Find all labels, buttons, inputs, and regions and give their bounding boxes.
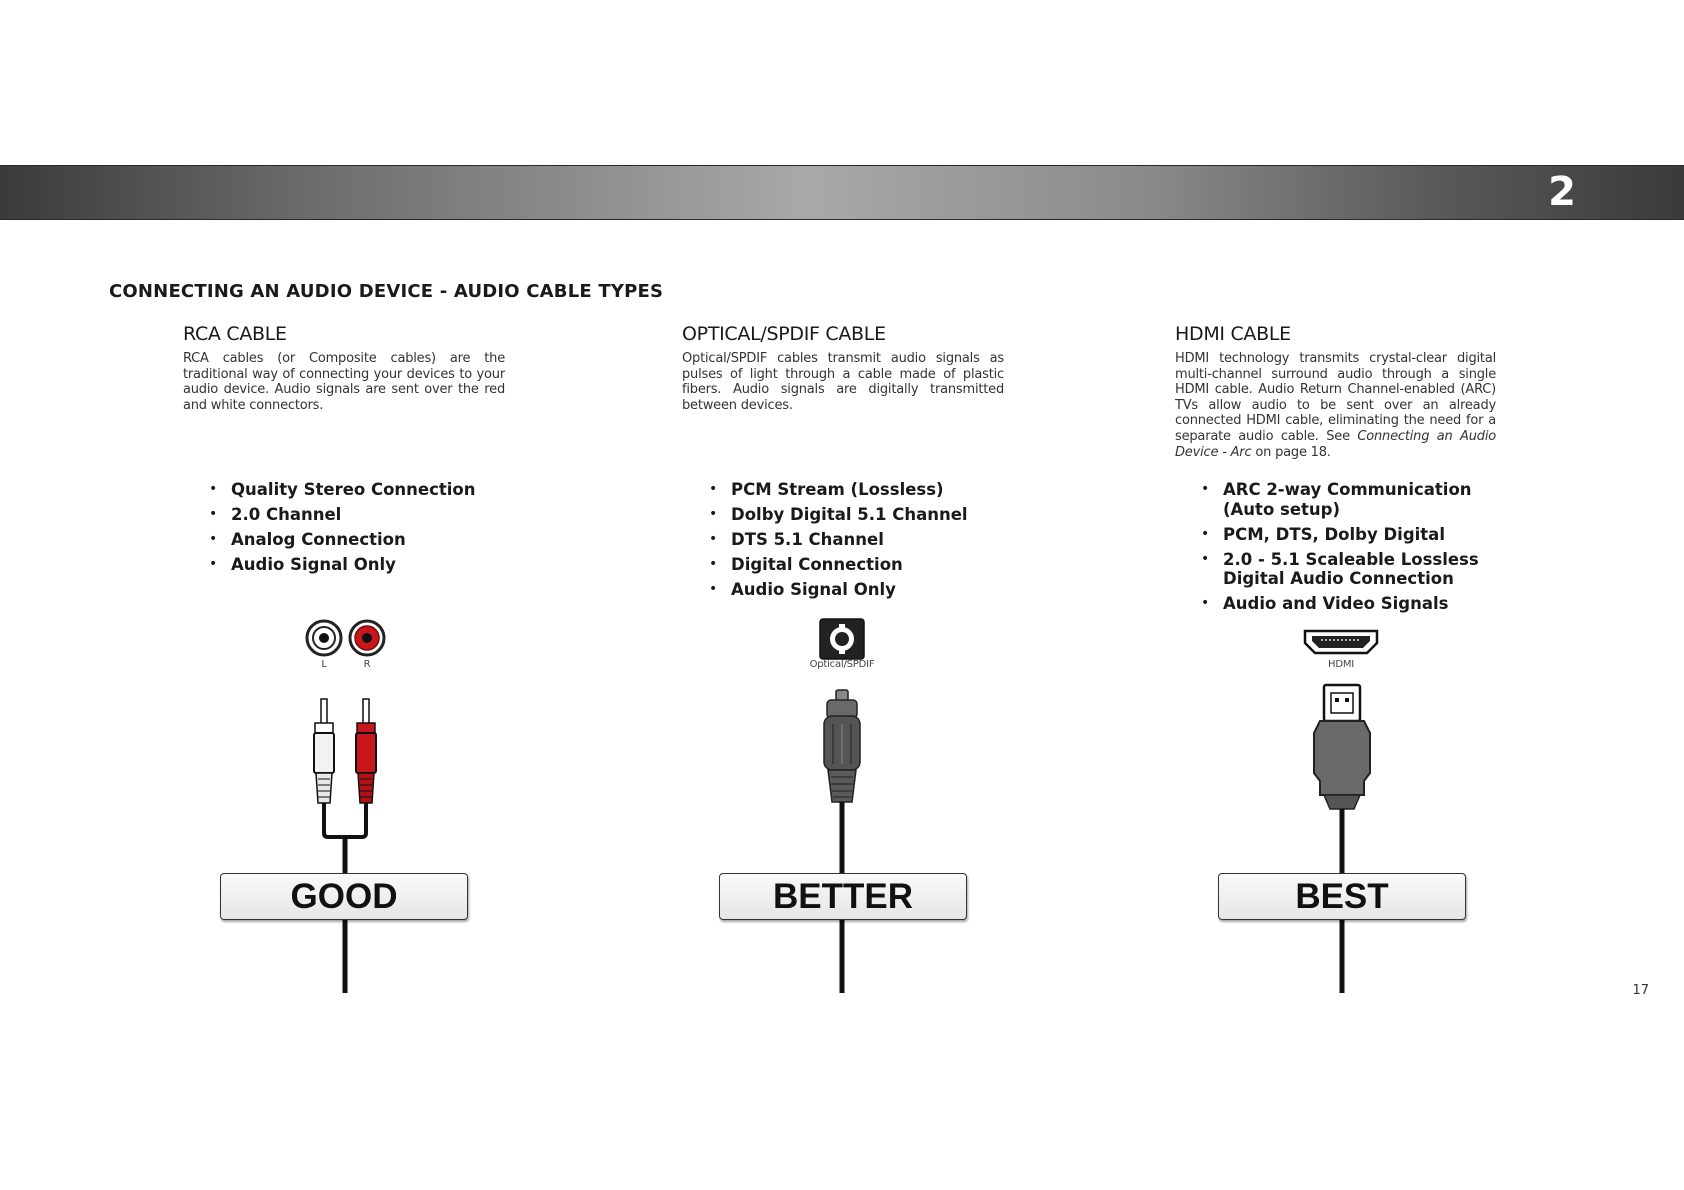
rca-ports-icon <box>305 620 385 660</box>
optical-column <box>682 323 1004 413</box>
port-label-right: R <box>363 659 371 670</box>
rating-good-label: GOOD <box>220 873 468 920</box>
hdmi-cable-icon <box>1305 683 1377 993</box>
list-item: • Audio and Video Signals <box>1201 594 1501 614</box>
list-item: • 2.0 Channel <box>209 505 509 525</box>
optical-port-label: Optical/SPDIF <box>809 659 875 670</box>
hdmi-feature-list <box>1201 480 1501 619</box>
list-item: • Analog Connection <box>209 530 509 550</box>
list-item: • Quality Stereo Connection <box>209 480 509 500</box>
rca-description: RCA cables (or Composite cables) are the traditional way of connecting your devices to your audio device. Audio signals are sent over the red and white connectors. <box>183 351 505 413</box>
hdmi-column <box>1175 323 1496 460</box>
list-item: • Digital Connection <box>709 555 1039 575</box>
hdmi-description-main: HDMI technology transmits crystal-clear digital multi-channel surround audio through a single HDMI cable. Audio Return Channel-enabled (ARC) TVs allow audio to be sent over an already connected HDMI cable, eliminating the need for a separate audio cable. See <box>1175 351 1496 444</box>
optical-description: Optical/SPDIF cables transmit audio signals as pulses of light through a cable made of plastic fibers. Audio signals are digitally transmitted between devices. <box>682 351 1004 413</box>
list-item: • PCM Stream (Lossless) <box>709 480 1039 500</box>
list-item: • Audio Signal Only <box>209 555 509 575</box>
optical-cable-icon <box>815 690 870 993</box>
page-number: 17 <box>1632 983 1649 998</box>
hdmi-title: HDMI CABLE <box>1175 323 1291 345</box>
rca-column <box>183 323 505 413</box>
hdmi-port-icon <box>1303 629 1379 659</box>
hdmi-port-label: HDMI <box>1328 659 1354 670</box>
hdmi-description-tail: on page 18. <box>1255 444 1331 460</box>
list-item: • Audio Signal Only <box>709 580 1039 600</box>
list-item: • Dolby Digital 5.1 Channel <box>709 505 1039 525</box>
rating-better-label: BETTER <box>719 873 967 920</box>
optical-title: OPTICAL/SPDIF CABLE <box>682 323 886 345</box>
list-item: • 2.0 - 5.1 Scaleable Lossless Digital Audio Connection <box>1201 550 1501 589</box>
optical-feature-list <box>709 480 1039 605</box>
rca-feature-list <box>209 480 509 580</box>
rating-best-label: BEST <box>1218 873 1466 920</box>
rca-title: RCA CABLE <box>183 323 287 345</box>
list-item: • DTS 5.1 Channel <box>709 530 1039 550</box>
hdmi-description-link: Connecting an Audio Device - Arc <box>1175 428 1497 460</box>
chapter-banner <box>0 165 1684 220</box>
list-item: • PCM, DTS, Dolby Digital <box>1201 525 1501 545</box>
chapter-number: 2 <box>1548 169 1576 215</box>
list-item: • ARC 2-way Communication (Auto setup) <box>1201 480 1501 519</box>
section-title: CONNECTING AN AUDIO DEVICE - AUDIO CABLE TYPES <box>109 281 664 302</box>
port-label-left: L <box>321 659 327 670</box>
rca-cable-icon <box>300 693 390 993</box>
hdmi-description <box>1175 351 1496 460</box>
optical-port-icon <box>819 618 865 660</box>
